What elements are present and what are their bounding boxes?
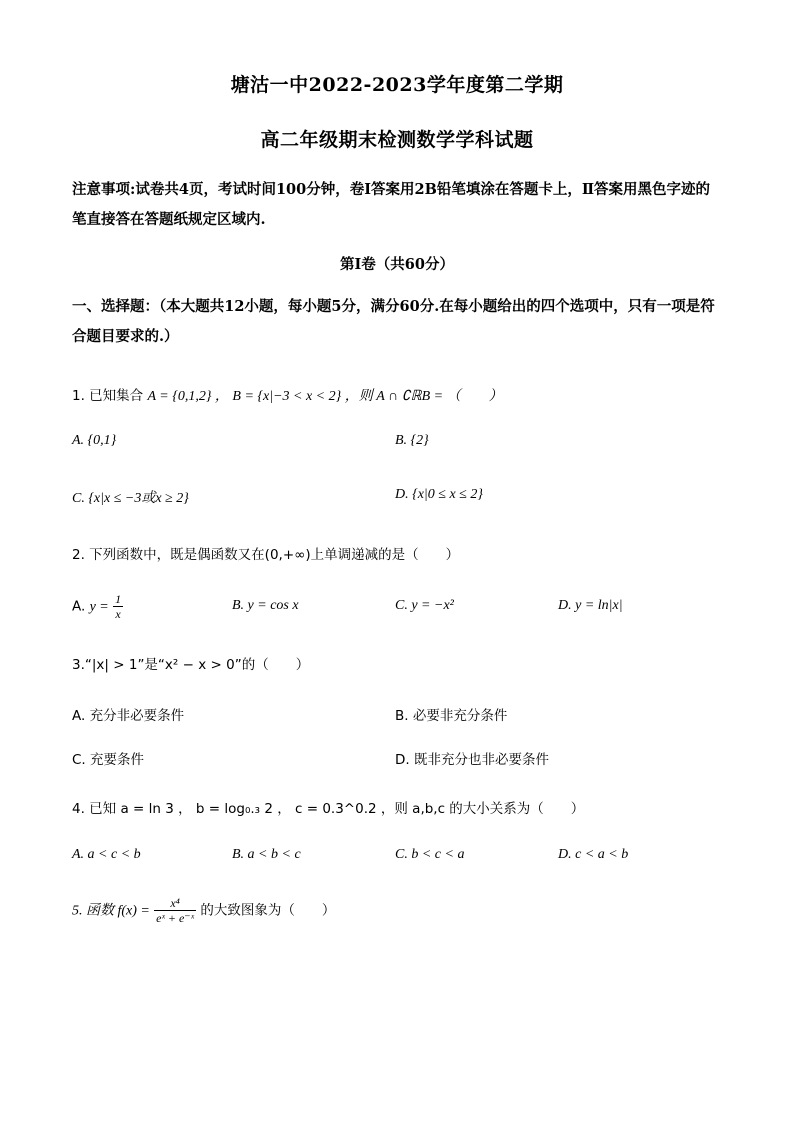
question-1-option-b: B. {2} — [395, 433, 429, 448]
question-5-prefix: 5. 函数 f(x) = — [72, 903, 150, 919]
question-4-option-a: A. a < c < b — [72, 847, 141, 862]
section-heading: 一、选择题：（本大题共12小题，每小题5分，满分60分.在每小题给出的四个选项中，只有一项是符合题目要求的.） — [72, 298, 715, 345]
question-1-prefix: 1. 已知集合 — [72, 388, 144, 404]
question-5-fraction — [154, 896, 196, 925]
question-2-option-a-label: A. — [72, 598, 86, 615]
fraction-denominator: eˣ + e⁻ˣ — [156, 911, 195, 925]
question-3-option-a: A. 充分非必要条件 — [72, 708, 185, 724]
question-4-option-c: C. b < c < a — [395, 847, 465, 862]
question-2-stem: 2. 下列函数中，既是偶函数又在(0,+∞)上单调递减的是（ ） — [72, 547, 460, 563]
fraction-numerator: x⁴ — [154, 896, 196, 911]
question-2-option-d: D. y = ln|x| — [558, 598, 623, 613]
question-5-suffix: 的大致图象为（ ） — [200, 902, 336, 919]
question-3-option-d: D. 既非充分也非必要条件 — [395, 752, 549, 768]
question-2-option-a-fraction — [113, 592, 123, 621]
question-4-stem: 4. 已知 a = ln 3 ， b = log₀.₃ 2 ， c = 0.3^0.2 ，则 a,b,c 的大小关系为（ ） — [72, 801, 585, 817]
question-5-stem — [72, 896, 335, 925]
exam-notice: 注意事项:试卷共4页，考试时间100分钟，卷Ⅰ答案用2B铅笔填涂在答题卡上，Ⅱ答案用黑色字迹的笔直接答在答题纸规定区域内. — [72, 181, 711, 228]
question-1-stem — [72, 384, 503, 405]
question-1-option-d: D. {x|0 ≤ x ≤ 2} — [395, 487, 483, 502]
question-2-option-b: B. y = cos x — [232, 598, 299, 613]
question-2-option-a — [72, 592, 123, 621]
question-2-option-a-lhs: y = — [89, 599, 109, 615]
part-heading: 第Ⅰ卷（共60分） — [340, 256, 454, 273]
question-1-math: A = {0,1,2} ， B = {x|−3 < x < 2} ，则 A ∩ ∁ℝB = （ ） — [147, 389, 503, 404]
exam-title-line2: 高二年级期末检测数学学科试题 — [260, 129, 534, 151]
exam-title-line1: 塘沽一中2022-2023学年度第二学期 — [230, 74, 564, 96]
question-4-option-b: B. a < b < c — [232, 847, 301, 862]
question-4-option-d: D. c < a < b — [558, 847, 629, 862]
question-3-option-c: C. 充要条件 — [72, 752, 145, 768]
question-1-option-c: C. {x|x ≤ −3或x ≥ 2} — [72, 491, 189, 506]
question-1-option-a: A. {0,1} — [72, 433, 117, 448]
question-3-stem: 3.“|x| > 1”是“x² − x > 0”的（ ） — [72, 657, 310, 673]
fraction-numerator: 1 — [115, 592, 122, 606]
fraction-denominator: x — [115, 607, 121, 621]
question-2-option-c: C. y = −x² — [395, 598, 454, 613]
question-3-option-b: B. 必要非充分条件 — [395, 708, 508, 724]
